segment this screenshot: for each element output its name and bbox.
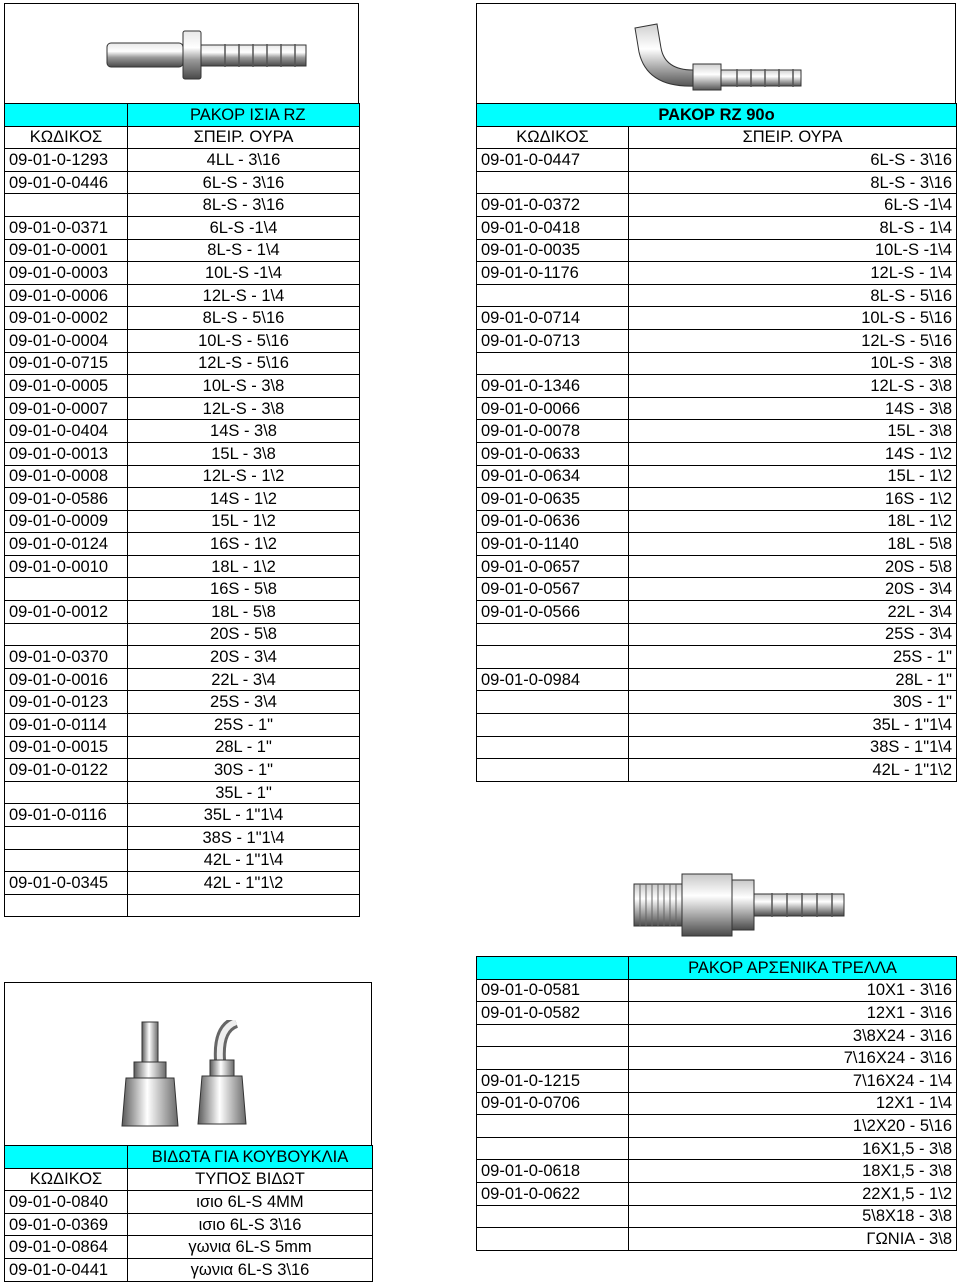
table-row [5, 646, 360, 669]
table-row [5, 849, 360, 872]
table-row [477, 1092, 957, 1115]
spec-cell: 1\2X20 - 5\16 [629, 1115, 957, 1138]
code-cell: 09-01-0-0622 [477, 1182, 629, 1205]
table-row [5, 623, 360, 646]
spec-cell: 30S - 1" [629, 691, 957, 714]
spec-cell: 3\8X24 - 3\16 [629, 1024, 957, 1047]
spec-cell: 38S - 1"1\4 [128, 827, 360, 850]
code-cell: 09-01-0-0114 [5, 714, 128, 737]
spec-cell: 7\16X24 - 3\16 [629, 1047, 957, 1070]
table-row [5, 262, 360, 285]
spec-cell [128, 894, 360, 917]
code-cell: 09-01-0-0004 [5, 329, 128, 352]
code-cell: 09-01-0-0035 [477, 239, 629, 262]
table-row [477, 397, 957, 420]
spec-cell: 22X1,5 - 1\2 [629, 1182, 957, 1205]
table-row [5, 781, 360, 804]
code-cell: 09-01-0-0008 [5, 465, 128, 488]
code-cell [5, 827, 128, 850]
screw-fittings-body [5, 1146, 373, 1282]
code-cell: 09-01-0-0001 [5, 239, 128, 262]
spec-cell: 18L - 1\2 [629, 510, 957, 533]
table-row [5, 1213, 373, 1236]
table-row [5, 488, 360, 511]
table-row [5, 171, 360, 194]
elbow-90-fitting-image [625, 18, 805, 96]
table-row [5, 465, 360, 488]
spec-cell: 25S - 3\4 [128, 691, 360, 714]
code-cell: 09-01-0-0657 [477, 555, 629, 578]
code-cell: 09-01-0-0370 [5, 646, 128, 669]
table-row [477, 1228, 957, 1251]
straight-fittings-title: ΡΑΚΟΡ ΙΣΙΑ RZ [128, 104, 360, 127]
spec-cell: γωνια 6L-S 5mm [128, 1236, 373, 1259]
table-row [477, 329, 957, 352]
thread-tail-header: ΣΠΕΙΡ. ΟΥΡΑ [629, 126, 957, 149]
spec-cell: 35L - 1" [128, 781, 360, 804]
male-swivel-table [476, 956, 957, 1251]
table-row [477, 1115, 957, 1138]
code-cell: 09-01-0-0123 [5, 691, 128, 714]
spec-cell: 10X1 - 3\16 [629, 979, 957, 1002]
spec-cell: 10L-S -1\4 [128, 262, 360, 285]
code-cell: 09-01-0-1140 [477, 533, 629, 556]
code-cell [5, 781, 128, 804]
code-cell [477, 623, 629, 646]
code-cell: 09-01-0-0567 [477, 578, 629, 601]
table-row [477, 1047, 957, 1070]
table-row [5, 872, 360, 895]
code-cell [477, 1205, 629, 1228]
screw-fittings-table [4, 1145, 373, 1282]
spec-cell: 38S - 1"1\4 [629, 736, 957, 759]
code-cell [477, 736, 629, 759]
table-row [5, 894, 360, 917]
spec-cell: 18L - 5\8 [128, 601, 360, 624]
table-row [477, 1182, 957, 1205]
spec-cell: 12L-S - 3\8 [629, 375, 957, 398]
table-row [5, 1191, 373, 1214]
code-cell: 09-01-0-1293 [5, 149, 128, 172]
table-title-row [5, 104, 360, 127]
code-cell: 09-01-0-1176 [477, 262, 629, 285]
code-header: ΚΩΔΙΚΟΣ [5, 1168, 128, 1191]
code-cell: 09-01-0-0009 [5, 510, 128, 533]
code-cell: 09-01-0-0010 [5, 555, 128, 578]
table-header-row [477, 126, 957, 149]
table-row [477, 668, 957, 691]
code-cell: 09-01-0-0003 [5, 262, 128, 285]
table-row [477, 623, 957, 646]
code-cell: 09-01-0-0006 [5, 284, 128, 307]
table-row [5, 1258, 373, 1281]
code-cell [477, 1137, 629, 1160]
spec-cell: γωνια 6L-S 3\16 [128, 1258, 373, 1281]
table-row [477, 1002, 957, 1025]
spec-cell: 6L-S - 3\16 [128, 171, 360, 194]
spec-cell: 15L - 3\8 [629, 420, 957, 443]
screw-fittings-image [118, 1020, 288, 1132]
table-row [477, 555, 957, 578]
code-cell: 09-01-0-0371 [5, 216, 128, 239]
code-cell: 09-01-0-0840 [5, 1191, 128, 1214]
code-cell: 09-01-0-0122 [5, 759, 128, 782]
thread-tail-header: ΣΠΕΙΡ. ΟΥΡΑ [128, 126, 360, 149]
spec-cell: 20S - 5\8 [629, 555, 957, 578]
table-row [477, 307, 957, 330]
code-cell: 09-01-0-0013 [5, 442, 128, 465]
table-row [477, 149, 957, 172]
elbow-fittings-title: ΡΑΚΟΡ RZ 90ο [477, 104, 957, 127]
spec-cell: 16X1,5 - 3\8 [629, 1137, 957, 1160]
table-header-row [5, 1168, 373, 1191]
spec-cell: 5\8X18 - 3\8 [629, 1205, 957, 1228]
code-cell: 09-01-0-1215 [477, 1069, 629, 1092]
spec-cell: 25S - 1" [128, 714, 360, 737]
spec-cell: 4LL - 3\16 [128, 149, 360, 172]
type-header: ΤΥΠΟΣ ΒΙΔΩΤ [128, 1168, 373, 1191]
spec-cell: ισιο 6L-S 3\16 [128, 1213, 373, 1236]
table-row [477, 442, 957, 465]
spec-cell: 25S - 3\4 [629, 623, 957, 646]
spec-cell: 35L - 1"1\4 [128, 804, 360, 827]
code-cell: 09-01-0-0345 [5, 872, 128, 895]
male-swivel-body [477, 957, 957, 1251]
code-cell: 09-01-0-0984 [477, 668, 629, 691]
table-row [5, 194, 360, 217]
spec-cell: 42L - 1"1\4 [128, 849, 360, 872]
table-row [5, 533, 360, 556]
table-row [477, 1024, 957, 1047]
spec-cell: 8L-S - 1\4 [629, 216, 957, 239]
table-row [5, 307, 360, 330]
table-row [5, 442, 360, 465]
table-row [5, 601, 360, 624]
code-cell: 09-01-0-0116 [5, 804, 128, 827]
table-row [477, 601, 957, 624]
code-cell: 09-01-0-0012 [5, 601, 128, 624]
code-header: ΚΩΔΙΚΟΣ [5, 126, 128, 149]
straight-fittings-body [5, 104, 360, 917]
table-row [477, 759, 957, 782]
spec-cell: 6L-S - 3\16 [629, 149, 957, 172]
spec-cell: 28L - 1" [629, 668, 957, 691]
table-row [5, 510, 360, 533]
table-row [477, 646, 957, 669]
table-row [5, 420, 360, 443]
spec-cell: ισιο 6L-S 4MM [128, 1191, 373, 1214]
code-cell: 09-01-0-0706 [477, 1092, 629, 1115]
code-cell: 09-01-0-1346 [477, 375, 629, 398]
code-cell: 09-01-0-0446 [5, 171, 128, 194]
spec-cell: 14S - 3\8 [128, 420, 360, 443]
spec-cell: 10L-S - 3\8 [629, 352, 957, 375]
table-row [477, 979, 957, 1002]
table-row [5, 804, 360, 827]
spec-cell: 35L - 1"1\4 [629, 714, 957, 737]
table-row [477, 171, 957, 194]
spec-cell: 28L - 1" [128, 736, 360, 759]
table-row [5, 714, 360, 737]
code-cell: 09-01-0-0635 [477, 488, 629, 511]
table-title-row [5, 1146, 373, 1169]
table-row [477, 420, 957, 443]
male-swivel-title: ΡΑΚΟΡ ΑΡΣΕΝΙΚΑ ΤΡΕΛΛΑ [629, 957, 957, 980]
code-cell [477, 1115, 629, 1138]
code-cell: 09-01-0-0633 [477, 442, 629, 465]
table-row [477, 375, 957, 398]
code-cell: 09-01-0-0016 [5, 668, 128, 691]
table-row [5, 759, 360, 782]
table-header-row [5, 126, 360, 149]
spec-cell: 12L-S - 1\4 [629, 262, 957, 285]
spec-cell: 12L-S - 5\16 [128, 352, 360, 375]
straight-fitting-image [105, 25, 310, 87]
table-row [477, 736, 957, 759]
code-cell: 09-01-0-0715 [5, 352, 128, 375]
table-row [5, 284, 360, 307]
table-row [5, 736, 360, 759]
table-row [5, 239, 360, 262]
code-cell: 09-01-0-0015 [5, 736, 128, 759]
spec-cell: 20S - 5\8 [128, 623, 360, 646]
code-cell: 09-01-0-0634 [477, 465, 629, 488]
spec-cell: 8L-S - 5\16 [629, 284, 957, 307]
table-row [5, 375, 360, 398]
code-cell [477, 691, 629, 714]
code-cell: 09-01-0-0066 [477, 397, 629, 420]
table-row [477, 216, 957, 239]
spec-cell: 10L-S -1\4 [629, 239, 957, 262]
table-row [5, 329, 360, 352]
male-swivel-fitting-image [632, 870, 847, 942]
code-cell [5, 849, 128, 872]
spec-cell: 6L-S -1\4 [128, 216, 360, 239]
code-cell: 09-01-0-0078 [477, 420, 629, 443]
code-cell: 09-01-0-0636 [477, 510, 629, 533]
spec-cell: 6L-S -1\4 [629, 194, 957, 217]
table-row [477, 488, 957, 511]
table-row [477, 262, 957, 285]
table-row [477, 510, 957, 533]
code-cell [477, 352, 629, 375]
code-cell: 09-01-0-0864 [5, 1236, 128, 1259]
code-cell [5, 623, 128, 646]
code-cell: 09-01-0-0007 [5, 397, 128, 420]
spec-cell: 15L - 3\8 [128, 442, 360, 465]
code-cell: 09-01-0-0369 [5, 1213, 128, 1236]
code-cell: 09-01-0-0581 [477, 979, 629, 1002]
spec-cell: 22L - 3\4 [128, 668, 360, 691]
spec-cell: 12L-S - 1\2 [128, 465, 360, 488]
title-spacer-cell [477, 957, 629, 980]
code-cell: 09-01-0-0404 [5, 420, 128, 443]
table-title-row [477, 957, 957, 980]
code-cell [477, 284, 629, 307]
table-row [477, 352, 957, 375]
code-cell [477, 1228, 629, 1251]
table-row [5, 149, 360, 172]
table-row [477, 1137, 957, 1160]
code-cell [5, 894, 128, 917]
spec-cell: 8L-S - 3\16 [629, 171, 957, 194]
spec-cell: 16S - 5\8 [128, 578, 360, 601]
table-row [477, 714, 957, 737]
table-row [5, 352, 360, 375]
code-cell [477, 171, 629, 194]
code-cell: 09-01-0-0447 [477, 149, 629, 172]
code-cell [477, 646, 629, 669]
code-cell [477, 1024, 629, 1047]
spec-cell: 18L - 1\2 [128, 555, 360, 578]
code-cell [477, 759, 629, 782]
code-cell [477, 714, 629, 737]
title-spacer-cell [5, 104, 128, 127]
table-row [5, 555, 360, 578]
code-cell: 09-01-0-0714 [477, 307, 629, 330]
spec-cell: 12L-S - 3\8 [128, 397, 360, 420]
screw-fittings-title: ΒΙΔΩΤΑ ΓΙΑ ΚΟΥΒΟΥΚΛΙΑ [128, 1146, 373, 1169]
spec-cell: 16S - 1\2 [629, 488, 957, 511]
spec-cell: 8L-S - 3\16 [128, 194, 360, 217]
code-cell: 09-01-0-0441 [5, 1258, 128, 1281]
spec-cell: 7\16X24 - 1\4 [629, 1069, 957, 1092]
spec-cell: 22L - 3\4 [629, 601, 957, 624]
table-row [477, 578, 957, 601]
code-cell [5, 578, 128, 601]
table-row [5, 827, 360, 850]
table-row [5, 1236, 373, 1259]
spec-cell: 14S - 3\8 [629, 397, 957, 420]
spec-cell: 15L - 1\2 [128, 510, 360, 533]
spec-cell: 18L - 5\8 [629, 533, 957, 556]
code-cell: 09-01-0-0618 [477, 1160, 629, 1183]
table-row [5, 397, 360, 420]
spec-cell: 20S - 3\4 [128, 646, 360, 669]
code-cell: 09-01-0-0002 [5, 307, 128, 330]
spec-cell: ΓΩΝΙΑ - 3\8 [629, 1228, 957, 1251]
spec-cell: 16S - 1\2 [128, 533, 360, 556]
spec-cell: 18X1,5 - 3\8 [629, 1160, 957, 1183]
code-cell: 09-01-0-0372 [477, 194, 629, 217]
code-cell: 09-01-0-0713 [477, 329, 629, 352]
code-cell: 09-01-0-0418 [477, 216, 629, 239]
table-row [477, 1069, 957, 1092]
spec-cell: 10L-S - 5\16 [629, 307, 957, 330]
table-row [477, 284, 957, 307]
spec-cell: 12X1 - 1\4 [629, 1092, 957, 1115]
code-cell: 09-01-0-0124 [5, 533, 128, 556]
table-title-row [477, 104, 957, 127]
table-row [5, 691, 360, 714]
table-row [477, 1160, 957, 1183]
table-row [477, 194, 957, 217]
table-row [477, 465, 957, 488]
table-row [477, 691, 957, 714]
table-row [5, 216, 360, 239]
title-spacer-cell [5, 1146, 128, 1169]
straight-fittings-table [4, 103, 360, 917]
spec-cell: 42L - 1"1\2 [629, 759, 957, 782]
spec-cell: 25S - 1" [629, 646, 957, 669]
spec-cell: 30S - 1" [128, 759, 360, 782]
spec-cell: 10L-S - 3\8 [128, 375, 360, 398]
spec-cell: 8L-S - 5\16 [128, 307, 360, 330]
spec-cell: 42L - 1"1\2 [128, 872, 360, 895]
code-cell [5, 194, 128, 217]
spec-cell: 20S - 3\4 [629, 578, 957, 601]
spec-cell: 15L - 1\2 [629, 465, 957, 488]
table-row [5, 578, 360, 601]
spec-cell: 14S - 1\2 [128, 488, 360, 511]
table-row [477, 239, 957, 262]
code-cell: 09-01-0-0005 [5, 375, 128, 398]
code-cell: 09-01-0-0582 [477, 1002, 629, 1025]
spec-cell: 12X1 - 3\16 [629, 1002, 957, 1025]
spec-cell: 12L-S - 5\16 [629, 329, 957, 352]
elbow-fittings-body [477, 104, 957, 782]
table-row [5, 668, 360, 691]
spec-cell: 10L-S - 5\16 [128, 329, 360, 352]
code-cell: 09-01-0-0586 [5, 488, 128, 511]
spec-cell: 12L-S - 1\4 [128, 284, 360, 307]
table-row [477, 533, 957, 556]
code-cell: 09-01-0-0566 [477, 601, 629, 624]
spec-cell: 8L-S - 1\4 [128, 239, 360, 262]
code-cell [477, 1047, 629, 1070]
elbow-fittings-table [476, 103, 957, 782]
table-row [477, 1205, 957, 1228]
code-header: ΚΩΔΙΚΟΣ [477, 126, 629, 149]
spec-cell: 14S - 1\2 [629, 442, 957, 465]
